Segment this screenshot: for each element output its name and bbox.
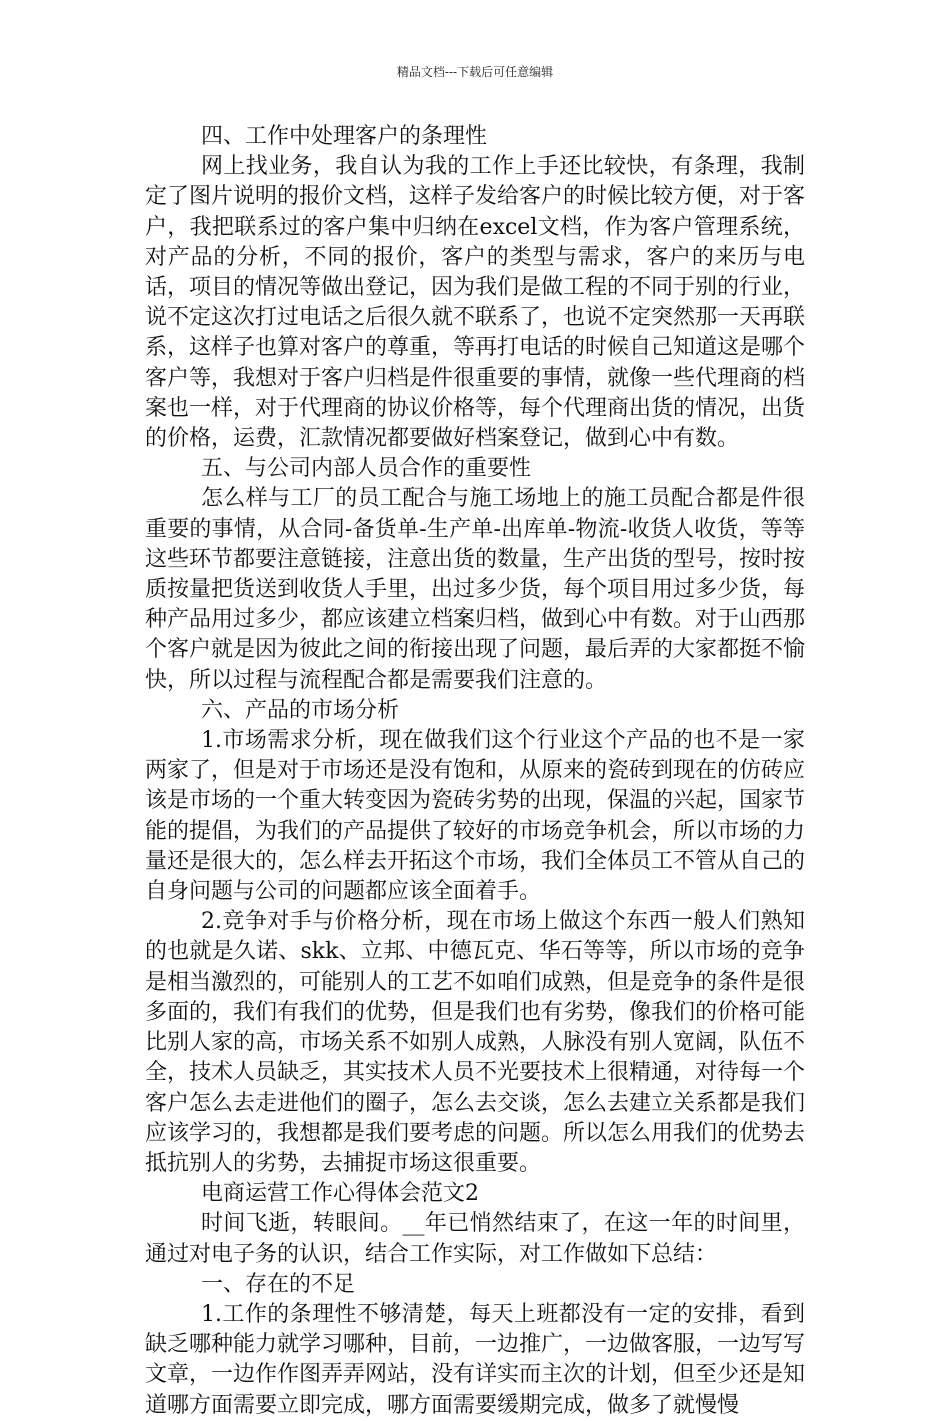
paragraph-work-organization: 1.工作的条理性不够清楚，每天上班都没有一定的安排，看到缺乏哪种能力就学习哪种，目前，一边推广，一边做客服，一边写写文章，一边作作图弄弄网站，没有详实而主次的计划，但至少还是知道哪方面需要立即完成，哪方面需要缓期完成，做多了就慢慢 xyxy=(145,1301,806,1418)
paragraph-market-demand: 1.市场需求分析，现在做我们这个行业这个产品的也不是一家两家了，但是对于市场还是没有饱和，从原来的瓷砖到现在的仿砖应该是市场的一个重大转变因为瓷砖劣势的出现，保温的兴起，国家节能的提倡，为我们的产品提供了较好的市场竞争机会，所以市场的力量还是很大的，怎么样去开拓这个市场，我们全体员工不管从自己的自身问题与公司的问题都应该全面着手。 xyxy=(145,728,806,905)
article-title-2: 电商运营工作心得体会范文2 xyxy=(201,1181,479,1207)
section-heading-4: 四、工作中处理客户的条理性 xyxy=(201,124,488,149)
paragraph-customer-management: 网上找业务，我自认为我的工作上手还比较快，有条理，我制定了图片说明的报价文档，这样子发给客户的时候比较方便，对于客户，我把联系过的客户集中归纳在excel文档，作为客户管理系统，对产品的分析，不同的报价，客户的类型与需求，客户的来历与电话，项目的情况等做出登记，因为我们是做工程的不同于别的行业，说不定这次打过电话之后很久就不联系了，也说不定突然那一天再联系，这样子也算对客户的尊重，等再打电话的时候自己知道这是哪个客户等，我想对于客户归档是件很重要的事情，就像一些代理商的档案也一样，对于代理商的协议价格等，每个代理商出货的情况，出货的价格，运费，汇款情况都要做好档案登记，做到心中有数。 xyxy=(145,154,806,452)
section-heading-6: 六、产品的市场分析 xyxy=(201,697,400,723)
paragraph-intro: 时间飞逝，转眼间。__年已悄然结束了，在这一年的时间里，通过对电子务的认识，结合工作实际，对工作做如下总结： xyxy=(145,1211,805,1267)
document-body xyxy=(145,122,805,1421)
section-heading-shortcomings: 一、存在的不足 xyxy=(201,1271,356,1297)
section-heading-5: 五、与公司内部人员合作的重要性 xyxy=(201,456,532,482)
paragraph-competition: 2.竞争对手与价格分析，现在市场上做这个东西一般人们熟知的也就是久诺、skk、立邦、中德瓦克、华石等等，所以市场的竞争是相当激烈的，可能别人的工艺不如咱们成熟，但是竞争的条件是很多面的，我们有我们的优势，但是我们也有劣势，像我们的价格可能比别人家的高，市场关系不如别人成熟，人脉没有别人宽阔，队伍不全，技术人员缺乏，其实技术人员不光要技术上很精通，对待每一个客户怎么去走进他们的圈子，怎么去交谈，怎么去建立关系都是我们应该学习的，我想都是我们要考虑的问题。所以怎么用我们的优势去抵抗别人的劣势，去捕捉市场这很重要。 xyxy=(145,909,806,1176)
paragraph-internal-cooperation: 怎么样与工厂的员工配合与施工场地上的施工员配合都是件很重要的事情，从合同-备货单-生产单-出库单-物流-收货人收货，等等这些环节都要注意链接，注意出货的数量，生产出货的型号，按时按质按量把货送到收货人手里，出过多少货，每个项目用过多少货，每种产品用过多少，都应该建立档案归档，做到心中有数。对于山西那个客户就是因为彼此之间的衔接出现了问题，最后弄的大家都挺不愉快，所以过程与流程配合都是需要我们注意的。 xyxy=(145,486,806,693)
page-header: 精品文档---下载后可任意编辑 xyxy=(396,65,554,79)
